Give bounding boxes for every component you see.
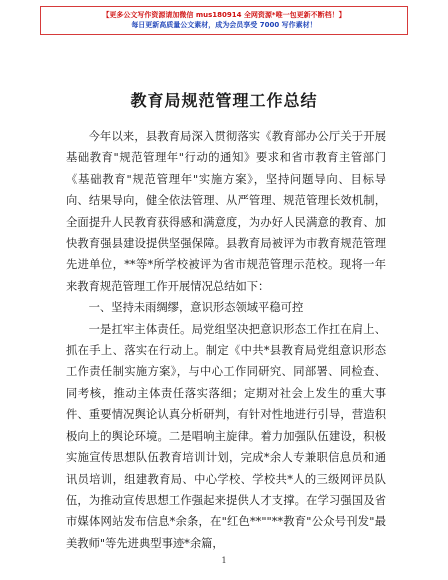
page-number: 1 bbox=[221, 556, 227, 565]
promo-banner-line-2: 每日更新高质量公文素材，成为会员享受 7000 写作素材！ bbox=[131, 21, 317, 29]
section-1-paragraph: 一是扛牢主体责任。局党组坚决把意识形态工作扛在肩上、抓在手上、落实在行动上。制定《中共*县教育局党组意识形态工作责任制实施方案》，与中心工作同研究、同部署、同检查、同考核，推动主体责任落实落细；定期对社会上发生的重大事件、重要情况舆论认真分析研判，有针对性地进行引导，营造积极向上的舆论环境。二是唱响主旋律。着力加强队伍建设，积极实施宣传思想队伍教育培训计划，完成*余人专兼职信息员和通讯员培训，组建教育局、中心学校、学校共*人的三级网评员队伍，为推动宣传思想工作强起来提供人才支撑。在学习强国及省市媒体网站发布信息*余条，在"红色**""**教育"公众号刊发"最美教师"等先进典型事迹*余篇， bbox=[66, 322, 386, 550]
promo-banner bbox=[40, 6, 408, 35]
section-heading-1: 一、坚持未雨绸缪，意识形态领域平稳可控 bbox=[88, 301, 304, 315]
promo-banner-line-1: 【更多公文写作资源请加微信 mus180914 全网资源*唯一包更新不断档！】 bbox=[102, 11, 346, 19]
intro-paragraph: 今年以来，县教育局深入贯彻落实《教育部办公厅关于开展基础教育"规范管理年"行动的通知》要求和省市教育主管部门《基础教育"规范管理年"实施方案》，坚持问题导向、目标导向、结果导向，健全依法管理、从严管理、规范管理长效机制，全面提升人民教育获得感和满意度，为办好人民满意的教育、加快教育强县建设提供坚强保障。县教育局被评为市教育规范管理先进单位，**等*所学校被评为省市规范管理示范校。现将一年来教育规范管理工作开展情况总结如下： bbox=[66, 130, 386, 293]
document-title: 教育局规范管理工作总结 bbox=[130, 91, 318, 110]
document-body bbox=[66, 126, 386, 554]
